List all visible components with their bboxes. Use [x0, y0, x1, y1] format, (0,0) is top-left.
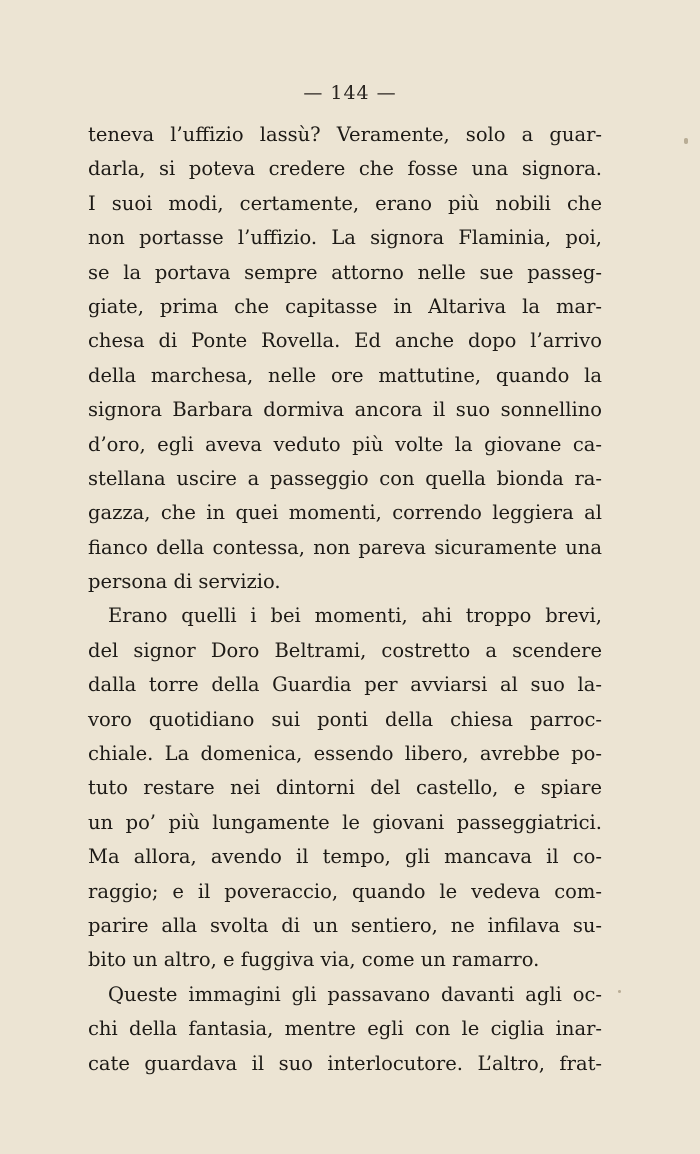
text-line: Ma allora, avendo il tempo, gli mancava il co-: [88, 845, 602, 869]
text-line: della marchesa, nelle ore mattutine, quando la: [88, 363, 602, 387]
text-line: dalla torre della Guardia per avviarsi al suo la-: [88, 673, 602, 697]
text-line: signora Barbara dormiva ancora il suo sonnellino: [88, 398, 602, 422]
text-line: fianco della contessa, non pareva sicuramente una: [88, 535, 602, 559]
paragraph-2: [88, 599, 602, 977]
paper-speck: [618, 990, 621, 993]
text-line: stellana uscire a passeggio con quella bionda ra-: [88, 466, 602, 490]
text-line: bito un altro, e fuggiva via, come un ramarro.: [88, 948, 540, 972]
text-line: darla, si poteva credere che fosse una signora.: [88, 157, 602, 181]
text-line: voro quotidiano sui ponti della chiesa parroc-: [88, 707, 602, 731]
paper-speck: [684, 138, 688, 144]
text-line: teneva l’uffizio lassù? Veramente, solo a guar-: [88, 123, 602, 146]
text-line: giate, prima che capitasse in Altariva la mar-: [88, 294, 602, 318]
page-number: — 144 —: [303, 82, 397, 104]
paragraph-1: [88, 118, 602, 599]
text-line: cate guardava il suo interlocutore. L’altro, frat-: [88, 1051, 602, 1075]
text-line: un po’ più lungamente le giovani passeggiatrici.: [88, 810, 602, 834]
text-line: se la portava sempre attorno nelle sue passeg-: [88, 260, 602, 284]
text-line: chiale. La domenica, essendo libero, avrebbe po-: [88, 742, 602, 766]
text-line: chesa di Ponte Rovella. Ed anche dopo l’arrivo: [88, 329, 602, 353]
text-line: Queste immagini gli passavano davanti agli oc-: [108, 982, 602, 1006]
text-line: Erano quelli i bei momenti, ahi troppo brevi,: [108, 604, 602, 628]
text-line: parire alla svolta di un sentiero, ne infilava su-: [88, 913, 602, 937]
text-line: I suoi modi, certamente, erano più nobili che: [88, 191, 602, 215]
text-line: d’oro, egli aveva veduto più volte la giovane ca-: [88, 432, 602, 456]
text-line: tuto restare nei dintorni del castello, e spiare: [88, 776, 602, 800]
paragraph-3: [88, 978, 602, 1081]
text-line: del signor Doro Beltrami, costretto a scendere: [88, 638, 602, 662]
text-line: gazza, che in quei momenti, correndo leggiera al: [88, 501, 602, 525]
text-line: raggio; e il poveraccio, quando le vedeva com-: [88, 879, 602, 903]
text-line: chi della fantasia, mentre egli con le ciglia inar-: [88, 1017, 602, 1041]
text-line: non portasse l’uffizio. La signora Flaminia, poi,: [88, 226, 602, 250]
text-line: persona di servizio.: [88, 570, 281, 594]
body-text: [88, 118, 602, 1081]
